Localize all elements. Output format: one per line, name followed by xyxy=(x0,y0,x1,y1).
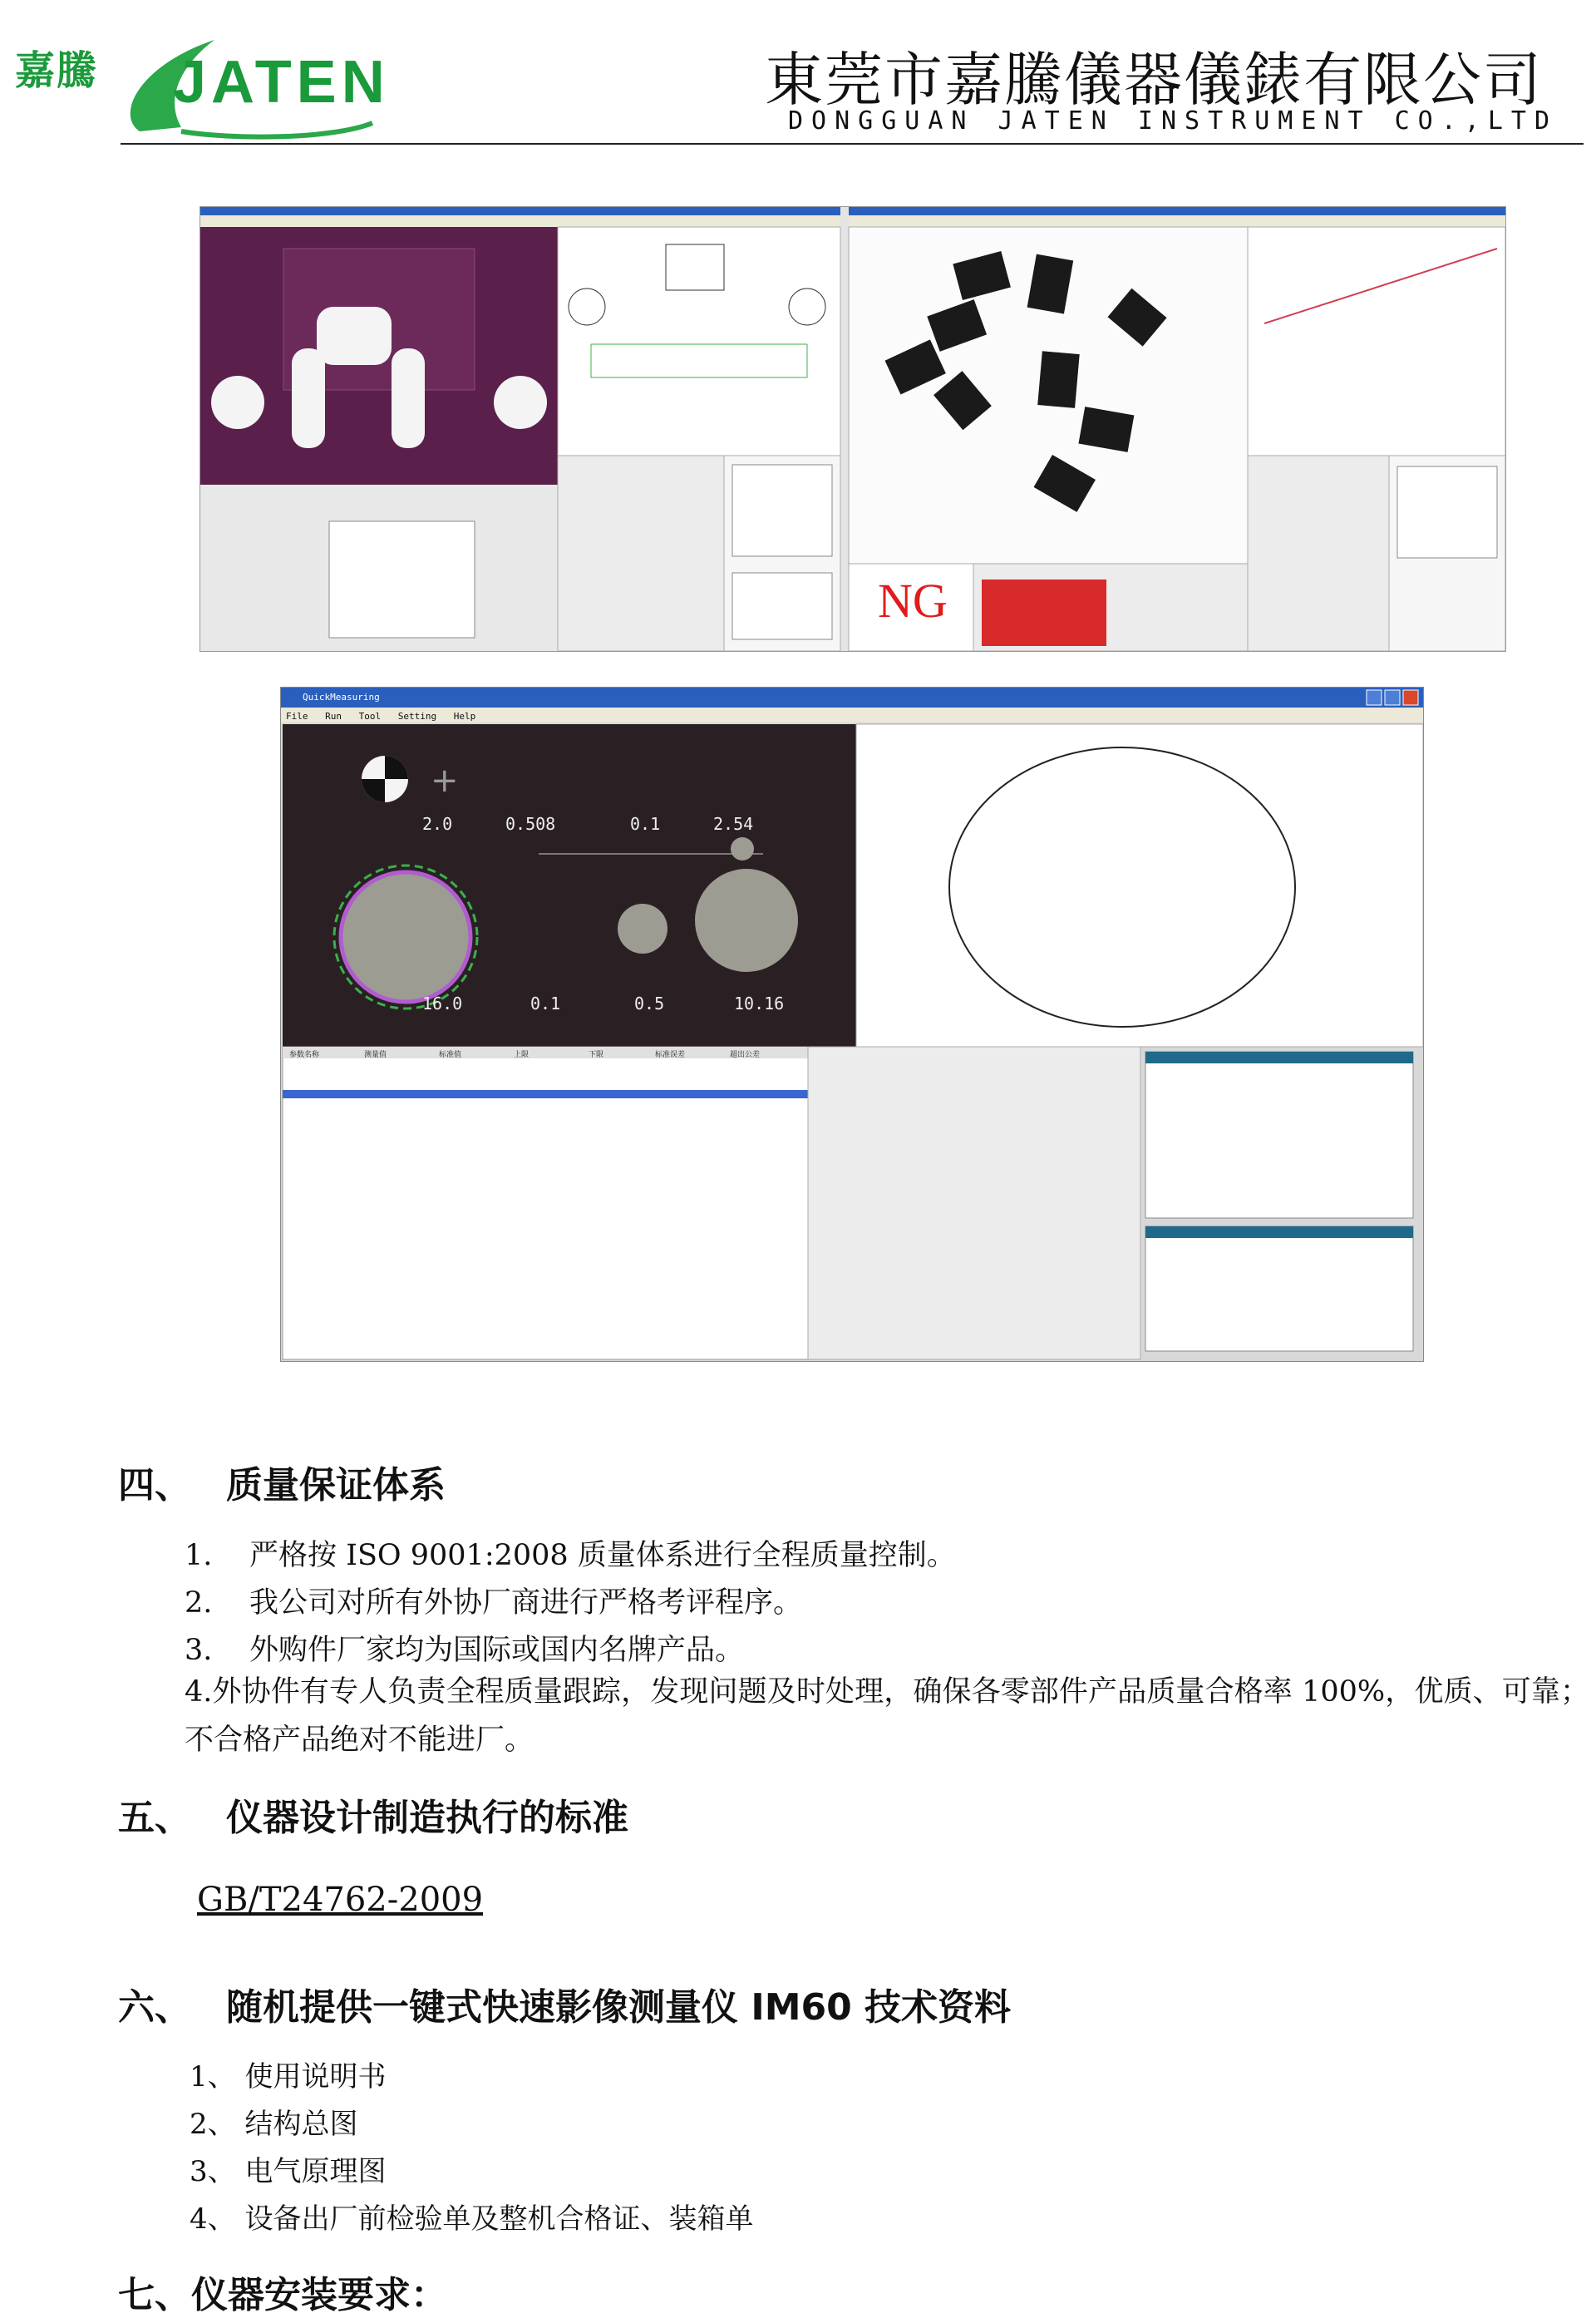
section-heading-quality xyxy=(118,1455,446,1508)
image-dimension-label: 0.1 xyxy=(630,814,661,834)
table-header-cell: 标准值 xyxy=(439,1051,462,1059)
section-heading-installation: 七、仪器安装要求： xyxy=(118,2274,447,2316)
list-item-number: 2. xyxy=(185,1586,213,1620)
image-dimension-label: 0.508 xyxy=(505,814,556,834)
list-item xyxy=(185,1627,744,1669)
svg-text:+: + xyxy=(431,762,459,800)
list-item-text: 设备出厂前检验单及整机合格证、装箱单 xyxy=(244,2202,754,2236)
window-menu-bar[interactable]: File Run Tool Setting Help xyxy=(286,711,476,722)
image-dimension-label: 0.5 xyxy=(634,994,665,1014)
section-number: 六、 xyxy=(118,1986,191,2029)
header-divider xyxy=(121,143,1584,145)
list-item-paragraph: 4.外协件有专人负责全程质量跟踪，发现问题及时处理，确保各零部件产品质量合格率 100%，优质、可靠；不合格产品绝对不能进厂。 xyxy=(185,1675,1589,1757)
image-dimension-label: 16.0 xyxy=(422,994,463,1014)
list-item xyxy=(190,2148,386,2189)
software-screenshot-collage xyxy=(200,206,1506,652)
section-title: 随机提供一键式快速影像测量仪 IM60 技术资料 xyxy=(226,1986,1012,2029)
table-header-cell: 参数名称 xyxy=(289,1051,320,1059)
image-dimension-label: 2.54 xyxy=(713,814,754,834)
list-item-text: 严格按 ISO 9001:2008 质量体系进行全程质量控制。 xyxy=(249,1539,956,1572)
section-title: 仪器设计制造执行的标准 xyxy=(226,1797,628,1839)
table-header-cell: 下限 xyxy=(589,1051,604,1059)
table-header-cell: 上限 xyxy=(514,1051,530,1059)
list-item xyxy=(190,2054,386,2094)
image-dimension-label: 0.1 xyxy=(530,994,561,1014)
table-header-cell: 超出公差 xyxy=(730,1051,761,1059)
table-header-cell: 标准误差 xyxy=(655,1051,686,1059)
list-item-number: 3、 xyxy=(190,2155,236,2188)
company-name-english: DONGGUAN JATEN INSTRUMENT CO.,LTD xyxy=(788,106,1559,136)
section-number: 五、 xyxy=(118,1797,191,1839)
quickmeasuring-window-screenshot xyxy=(280,687,1424,1362)
section-title: 质量保证体系 xyxy=(226,1464,446,1507)
quickmeasuring-graphics xyxy=(281,688,1423,1361)
list-item-text: 外购件厂家均为国际或国内名牌产品。 xyxy=(249,1634,745,1667)
list-item xyxy=(190,2196,753,2237)
image-dimension-label: 10.16 xyxy=(734,994,785,1014)
list-item-number: 4、 xyxy=(190,2202,236,2236)
section-number: 四、 xyxy=(118,1464,191,1507)
list-item xyxy=(190,2101,357,2142)
section-heading-documents xyxy=(118,1977,1011,2030)
logo-english-text: JATEN xyxy=(173,49,390,116)
company-logo xyxy=(15,15,390,140)
table-header-cell: 测量值 xyxy=(364,1051,387,1059)
list-item-number: 1、 xyxy=(190,2060,236,2094)
section-heading-standard xyxy=(118,1788,628,1841)
list-item-number: 1. xyxy=(185,1539,213,1572)
list-item-number: 3. xyxy=(185,1634,213,1667)
logo-chinese-text: 嘉騰 xyxy=(15,47,99,94)
list-item-text: 电气原理图 xyxy=(244,2155,387,2188)
image-dimension-label: 2.0 xyxy=(422,814,453,834)
list-item-text: 我公司对所有外协厂商进行严格考评程序。 xyxy=(249,1586,803,1620)
list-item-text: 结构总图 xyxy=(244,2108,358,2141)
list-item-number: 2、 xyxy=(190,2108,236,2141)
standard-code: GB/T24762-2009 xyxy=(197,1881,484,1919)
list-item-text: 使用说明书 xyxy=(244,2060,387,2094)
screenshot-graphics xyxy=(200,207,1505,651)
window-title: QuickMeasuring xyxy=(303,692,380,703)
list-item xyxy=(185,1532,956,1574)
company-name-chinese: 東莞市嘉騰儀器儀錶有限公司 xyxy=(765,46,1543,114)
ng-status-label: NG xyxy=(878,574,948,628)
list-item xyxy=(185,1580,802,1621)
